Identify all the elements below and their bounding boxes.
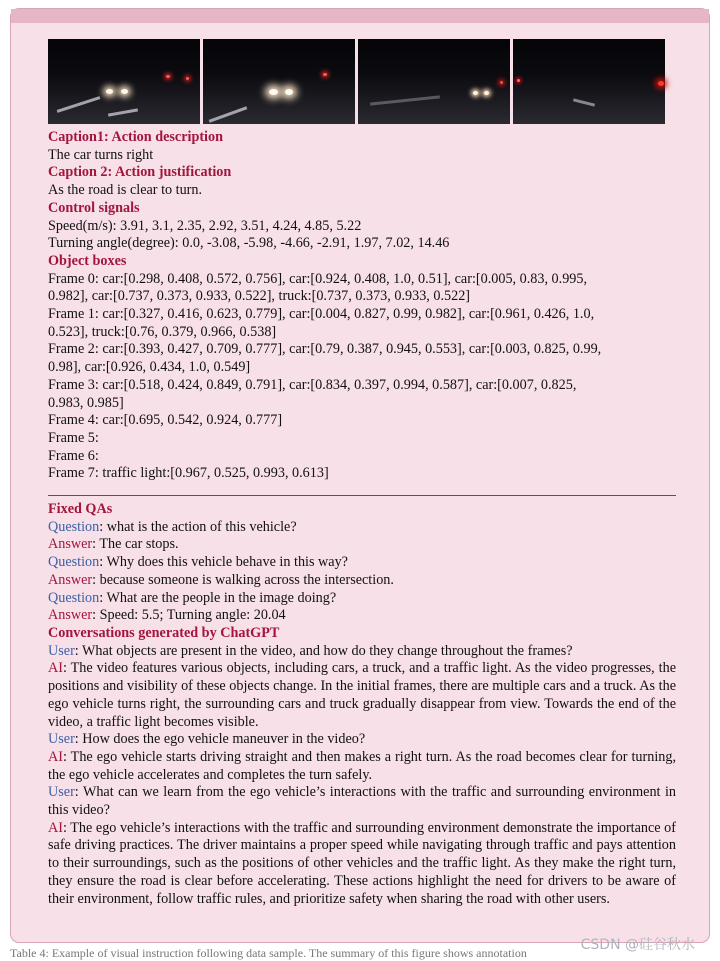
qa-question bbox=[48, 590, 676, 608]
question-text: : Why does this vehicle behave in this way? bbox=[99, 554, 348, 571]
object-boxes-list bbox=[48, 271, 676, 483]
object-box-line: 0.982], car:[0.737, 0.373, 0.933, 0.522], truck:[0.737, 0.373, 0.933, 0.522] bbox=[48, 288, 471, 305]
caption2-text: As the road is clear to turn. bbox=[48, 182, 203, 199]
object-box-line: Frame 5: bbox=[48, 429, 99, 446]
qa-answer bbox=[48, 572, 676, 590]
ai-text: : The video features various objects, including cars, a truck, and a traffic light. As the video progresses, the positions and visibility of these objects change. In the initial frames, there are multiple cars and a truck. As the ego vehicle turns right, the surrounding cars and truck gradually disappear from view. Towards the end of the video, a traffic light becomes visible. bbox=[48, 660, 676, 730]
turning-angle-values: Turning angle(degree): 0.0, -3.08, -5.98, -4.66, -2.91, 1.97, 7.02, 14.46 bbox=[48, 235, 450, 252]
user-label: User bbox=[48, 642, 75, 659]
caption2-title: Caption 2: Action justification bbox=[48, 164, 232, 181]
question-text: : What are the people in the image doing? bbox=[99, 589, 337, 606]
user-text: : What objects are present in the video, and how do they change throughout the frames? bbox=[74, 642, 573, 659]
video-frame-3 bbox=[358, 39, 510, 124]
conversation-ai-turn bbox=[48, 660, 676, 731]
control-signals-title: Control signals bbox=[48, 199, 140, 216]
conversation-list bbox=[48, 643, 676, 909]
conversation-user-turn bbox=[48, 731, 676, 749]
answer-text: : Speed: 5.5; Turning angle: 20.04 bbox=[92, 607, 286, 624]
answer-label: Answer bbox=[48, 536, 93, 553]
answer-label: Answer bbox=[48, 607, 93, 624]
qa-question bbox=[48, 519, 676, 537]
answer-text: : because someone is walking across the intersection. bbox=[92, 571, 394, 588]
object-box-line: 0.983, 0.985] bbox=[48, 394, 124, 411]
ai-text: : The ego vehicle’s interactions with the traffic and surrounding environment demonstrate the importance of safe driving practices. The driver maintains a proper speed while navigating through traffic and pays attention to their surroundings, such as the positions of other vehicles and the traffic light. As they make the right turn, they ensure the road is clear before accelerating. These actions highlight the need for drivers to be aware of their environment, follow traffic rules, and prioritize safety when sharing the road with other users. bbox=[48, 819, 676, 907]
qa-question bbox=[48, 554, 676, 572]
question-label: Question bbox=[48, 518, 100, 535]
question-text: : what is the action of this vehicle? bbox=[99, 518, 297, 535]
ai-label: AI bbox=[48, 660, 63, 677]
conversation-ai-turn bbox=[48, 749, 676, 784]
object-boxes-title: Object boxes bbox=[48, 252, 127, 269]
object-box-line: 0.98], car:[0.926, 0.434, 1.0, 0.549] bbox=[48, 359, 251, 376]
user-text: : How does the ego vehicle maneuver in the video? bbox=[74, 731, 366, 748]
video-frames bbox=[48, 39, 665, 124]
object-box-line: Frame 6: bbox=[48, 447, 99, 464]
object-box-line: Frame 3: car:[0.518, 0.424, 0.849, 0.791], car:[0.834, 0.397, 0.994, 0.587], car:[0.007, 0.825, bbox=[48, 376, 577, 393]
speed-values: Speed(m/s): 3.91, 3.1, 2.35, 2.92, 3.51, 4.24, 4.85, 5.22 bbox=[48, 217, 362, 234]
conversation-user-turn bbox=[48, 784, 676, 819]
user-label: User bbox=[48, 731, 75, 748]
ai-label: AI bbox=[48, 819, 63, 836]
video-frame-1 bbox=[48, 39, 200, 124]
conversations-title: Conversations generated by ChatGPT bbox=[48, 624, 280, 641]
object-box-line: 0.523], truck:[0.76, 0.379, 0.966, 0.538] bbox=[48, 323, 277, 340]
answer-label: Answer bbox=[48, 571, 93, 588]
ai-text: : The ego vehicle starts driving straight and then makes a right turn. As the road becomes clear for turning, the ego vehicle accelerates and completes the turn safely. bbox=[48, 748, 676, 783]
video-frame-4 bbox=[513, 39, 665, 124]
user-label: User bbox=[48, 784, 75, 801]
caption1-text: The car turns right bbox=[48, 146, 154, 163]
fixed-qas-title: Fixed QAs bbox=[48, 501, 113, 518]
fixed-qa-list bbox=[48, 519, 676, 625]
object-box-line: Frame 1: car:[0.327, 0.416, 0.623, 0.779], car:[0.004, 0.827, 0.99, 0.982], car:[0.961, 0.426, 1.0, bbox=[48, 306, 595, 323]
qa-answer bbox=[48, 607, 676, 625]
question-label: Question bbox=[48, 554, 100, 571]
annotation-content bbox=[48, 129, 676, 908]
conversation-user-turn bbox=[48, 643, 676, 661]
conversation-ai-turn bbox=[48, 820, 676, 909]
ai-label: AI bbox=[48, 748, 63, 765]
user-text: : What can we learn from the ego vehicle’s interactions with the traffic and surrounding environment in this video? bbox=[48, 784, 676, 819]
object-box-line: Frame 0: car:[0.298, 0.408, 0.572, 0.756], car:[0.924, 0.408, 1.0, 0.51], car:[0.005, 0.83, 0.995, bbox=[48, 270, 588, 287]
section-divider bbox=[48, 495, 676, 496]
question-label: Question bbox=[48, 589, 100, 606]
watermark: CSDN @硅谷秋水 bbox=[580, 937, 695, 953]
answer-text: : The car stops. bbox=[92, 536, 179, 553]
video-frame-2 bbox=[203, 39, 355, 124]
object-box-line: Frame 2: car:[0.393, 0.427, 0.709, 0.777], car:[0.79, 0.387, 0.945, 0.553], car:[0.003, 0.825, 0.99, bbox=[48, 341, 602, 358]
caption1-title: Caption1: Action description bbox=[48, 129, 223, 145]
object-box-line: Frame 7: traffic light:[0.967, 0.525, 0.993, 0.613] bbox=[48, 465, 329, 482]
object-box-line: Frame 4: car:[0.695, 0.542, 0.924, 0.777] bbox=[48, 412, 283, 429]
panel-top-bar bbox=[11, 9, 709, 23]
table-caption-peek: Table 4: Example of visual instruction following data sample. The summary of this figure shows annotation bbox=[10, 946, 527, 960]
qa-answer bbox=[48, 536, 676, 554]
